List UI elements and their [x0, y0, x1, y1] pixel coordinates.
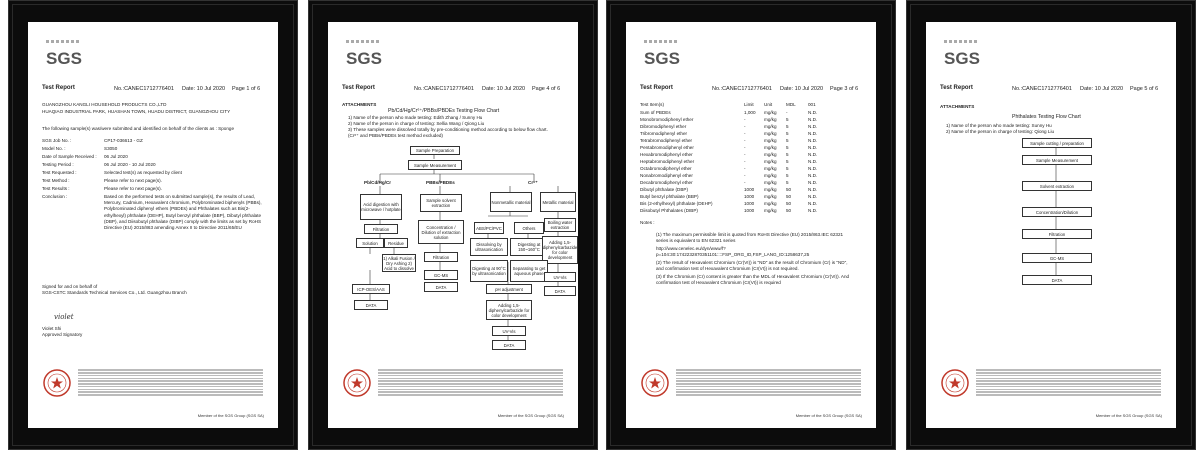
column-heading: PBBs/PBDEs	[426, 180, 455, 185]
table-cell: N.D.	[808, 208, 818, 213]
table-cell: Dibutyl phthalate (DBP)	[640, 187, 689, 192]
flow-box-nonmetallic: Nonmetallic material	[490, 192, 532, 212]
sgs-logo-text: SGS	[644, 49, 680, 68]
report-date: Date: 10 Jul 2020	[1080, 86, 1124, 92]
notes-label: Notes :	[640, 220, 655, 225]
flow-box-acid-digestion: Acid digestion with microwave / hotplate	[360, 194, 402, 220]
table-header	[640, 102, 840, 109]
table-cell: N.D.	[808, 194, 818, 199]
flow-box-uv-vis: UV-Vis	[544, 272, 576, 282]
report-title: Test Report	[42, 85, 75, 91]
conclusion-text: Based on the performed tests on submitted sample(s), the results of Lead, Mercury, Cadmium, Hexavalent chromium, Polybrominated biphenyls (PBBs), Polybrominated diphenyl ethers (PBDEs) and Phthalates such as Bis(2-ethylhexyl) phthalate (DEHP), Butyl benzyl phthalate (BBP), Dibutyl phthalate (DBP), and Diisobutyl phthalate (DIBP) comply with the limits as set by RoHS Directive (EU) 2015/863 amending Annex II to Directive 2011/65/EU	[104, 194, 262, 231]
table-row	[640, 110, 840, 117]
table-cell: N.D.	[808, 124, 818, 129]
flow-box-boiling-water: Boiling water extraction	[544, 218, 576, 232]
table-row	[640, 201, 840, 208]
flow-chart-title: Phthalates Testing Flow Chart	[1012, 114, 1081, 120]
table-row	[640, 194, 840, 201]
flow-box-step: GC-MS	[1022, 253, 1092, 263]
table-cell: 1000	[744, 201, 755, 206]
table-cell: mg/kg	[764, 173, 777, 178]
flow-box-data: DATA	[492, 340, 526, 350]
table-cell: 5	[786, 131, 789, 136]
note: (2) The result of Hexavalent Chromium (Cr(VI)) is "ND" as the result of Chromium (Cr) is "ND", and confirmation test of Hexavalent Chromium (Cr(VI)) is not required.	[656, 260, 848, 272]
table-cell: 50	[786, 194, 792, 199]
field-label: Test Requested :	[42, 170, 77, 175]
table-cell: Tetrabromodiphenyl ether	[640, 138, 693, 143]
report-title: Test Report	[342, 85, 375, 91]
table-cell: Diisobutyl Phthalates (DIBP)	[640, 208, 698, 213]
attachments-heading: ATTACHMENTS	[940, 104, 975, 109]
fine-print	[676, 368, 861, 408]
company-seal-icon	[640, 368, 670, 398]
signed-company: SGS-CSTC Standards Technical Services Co., Ltd. Guangzhou Branch	[42, 290, 187, 295]
table-cell: 1000	[744, 194, 755, 199]
flow-box-metallic: Metallic material	[540, 192, 576, 212]
table-cell: mg/kg	[764, 117, 777, 122]
table-cell: 50	[786, 201, 792, 206]
table-cell: mg/kg	[764, 138, 777, 143]
table-row	[640, 208, 840, 215]
signatory-name: Violet Shi	[42, 326, 62, 331]
col-header: MDL	[786, 102, 796, 107]
flow-box-filtration: Filtration	[424, 252, 458, 262]
document-page-3	[626, 22, 876, 428]
page-number: Page 4 of 6	[532, 86, 561, 92]
flow-box-gc-ms: GC-MS	[424, 270, 458, 280]
table-cell: 5	[786, 152, 789, 157]
table-row	[640, 138, 840, 145]
table-cell: N.D.	[808, 117, 818, 122]
member-text: Member of the SGS Group (SGS SA)	[795, 413, 862, 418]
table-cell: Dibromodiphenyl ether	[640, 124, 687, 129]
table-cell: mg/kg	[764, 201, 777, 206]
column-heading: Cr⁶⁺	[528, 180, 538, 185]
report-header	[640, 85, 862, 97]
attachments-heading: ATTACHMENTS	[342, 102, 377, 107]
signatory-title: Approved Signatory	[42, 332, 83, 337]
sgs-logo	[644, 40, 680, 76]
table-cell: -	[744, 145, 746, 150]
flow-box-step: DATA	[1022, 275, 1092, 285]
table-cell: mg/kg	[764, 180, 777, 185]
flow-box-sample-preparation: Sample Preparation	[410, 146, 460, 155]
field-label: SGS Job No. :	[42, 138, 72, 143]
report-number: No.:CANEC1712776401	[712, 86, 772, 92]
fine-print	[378, 368, 563, 408]
table-cell: Sum of PBDEs	[640, 110, 671, 115]
flow-box-step: Solvent extraction	[1022, 181, 1092, 191]
flow-box-data: DATA	[544, 286, 576, 296]
table-row	[640, 131, 840, 138]
table-cell: Monobromodiphenyl ether	[640, 117, 694, 122]
column-heading: Pb/Cd/Hg/Cr	[364, 180, 392, 185]
table-cell: 50	[786, 208, 792, 213]
table-cell: Butyl benzyl phthalate (BBP)	[640, 194, 699, 199]
field-label: Test Method :	[42, 178, 70, 183]
table-cell: 1,000	[744, 110, 756, 115]
note: 1) Name of the person who made testing: Edith Zhang / Sunny Hu	[348, 115, 483, 120]
table-cell: Decabromodiphenyl ether	[640, 180, 693, 185]
table-cell: N.D.	[808, 131, 818, 136]
flow-box-digesting-90: Digesting at 90°C by ultrasonication	[470, 260, 508, 282]
note: (Cr⁶⁺ and PBBs/PBDEs test method excluded)	[348, 133, 443, 138]
col-header: 001	[808, 102, 816, 107]
document-page-1	[28, 22, 278, 428]
table-cell: Tribromodiphenyl ether	[640, 131, 688, 136]
table-cell: N.D.	[808, 152, 818, 157]
table-row	[640, 187, 840, 194]
document-page-4	[926, 22, 1176, 428]
field-value: S3050	[104, 146, 118, 151]
table-cell: Heptabromodiphenyl ether	[640, 159, 695, 164]
field-value: Please refer to next page(s).	[104, 186, 162, 191]
report-date: Date: 10 Jul 2020	[182, 86, 226, 92]
flow-chart-title: Pb/Cd/Hg/Cr⁶⁺/PBBs/PBDEs Testing Flow Chart	[388, 108, 500, 114]
report-header	[42, 85, 264, 97]
flow-box-ph-adjustment: pH adjustment	[486, 284, 532, 294]
table-cell: Pentabromodiphenyl ether	[640, 145, 694, 150]
flow-box-abs-pc-pvc: ABS/PC/PVC	[474, 222, 504, 234]
table-cell: mg/kg	[764, 152, 777, 157]
note: 2) Name of the person in charge of testing: Qiong Liu	[946, 129, 1055, 134]
table-cell: mg/kg	[764, 159, 777, 164]
table-cell: 5	[786, 173, 789, 178]
signed-for: Signed for and on behalf of	[42, 284, 98, 289]
table-cell: mg/kg	[764, 131, 777, 136]
conclusion-label: Conclusion :	[42, 194, 68, 199]
intro-text: The following sample(s) was/were submitted and identified on behalf of the clients as : Sponge	[42, 126, 235, 131]
frame-page-2	[308, 0, 598, 450]
col-header: Test Item(s)	[640, 102, 664, 107]
sgs-logo-text: SGS	[346, 49, 382, 68]
flow-box-concentration: Concentration / Dilution of extraction solution	[418, 220, 464, 244]
field-value: Please refer to next page(s).	[104, 178, 162, 183]
table-cell: -	[744, 159, 746, 164]
table-cell: N.D.	[808, 110, 818, 115]
fine-print	[976, 368, 1161, 408]
frame-page-1	[8, 0, 298, 450]
page-number: Page 5 of 6	[1130, 86, 1159, 92]
table-cell: 5	[786, 117, 789, 122]
report-date: Date: 10 Jul 2020	[482, 86, 526, 92]
table-cell: 1000	[744, 187, 755, 192]
table-cell: N.D.	[808, 138, 818, 143]
table-cell: mg/kg	[764, 124, 777, 129]
flow-box-step: Sample cutting / preparation	[1022, 138, 1092, 148]
table-cell: -	[744, 180, 746, 185]
table-row	[640, 159, 840, 166]
table-cell: N.D.	[808, 180, 818, 185]
note: http://www.cenelec.eu/dyn/www/f?p=104:30:1742232870351101::::FSP_ORG_ID,FSP_LANG_ID:1258637,25	[656, 246, 810, 258]
field-value: 06 Jul 2020	[104, 154, 128, 159]
flow-box-separating: Separating to get aqueous phase	[510, 260, 548, 282]
flow-box-data: DATA	[354, 300, 388, 310]
table-cell: mg/kg	[764, 194, 777, 199]
flow-box-step: Sample Measurement	[1022, 155, 1092, 165]
table-row	[640, 166, 840, 173]
flow-box-others: Others	[514, 222, 544, 234]
field-label: Testing Period :	[42, 162, 74, 167]
sgs-logo-text: SGS	[944, 49, 980, 68]
table-cell: 1000	[744, 208, 755, 213]
fine-print	[78, 368, 263, 408]
table-row	[640, 152, 840, 159]
table-cell: Nonabromodiphenyl ether	[640, 173, 693, 178]
col-header: Unit	[764, 102, 773, 107]
table-cell: -	[744, 131, 746, 136]
table-row	[640, 180, 840, 187]
field-label: Test Results :	[42, 186, 70, 191]
table-cell: N.D.	[808, 159, 818, 164]
field-label: Date of Sample Received :	[42, 154, 97, 159]
table-cell: mg/kg	[764, 145, 777, 150]
table-cell: N.D.	[808, 145, 818, 150]
table-row	[640, 145, 840, 152]
table-cell: mg/kg	[764, 166, 777, 171]
table-row	[640, 117, 840, 124]
flow-box-solution: Solution	[356, 238, 384, 248]
note: 2) Name of the person in charge of testing: Sellia Wang / Qiong Liu	[348, 121, 485, 126]
document-page-2	[328, 22, 578, 428]
table-cell: 5	[786, 180, 789, 185]
report-number: No.:CANEC1712776401	[114, 86, 174, 92]
signature: violet	[54, 313, 74, 321]
member-text: Member of the SGS Group (SGS SA)	[1095, 413, 1162, 418]
page-number: Page 1 of 6	[232, 86, 261, 92]
frame-page-4	[906, 0, 1196, 450]
table-cell: N.D.	[808, 187, 818, 192]
flow-box-digesting: Digesting at 150~160°C	[510, 238, 548, 256]
report-number: No.:CANEC1712776401	[414, 86, 474, 92]
table-cell: -	[744, 173, 746, 178]
report-title: Test Report	[640, 85, 673, 91]
company-address: HUAQIAO INDUSTRIAL PARK, HUASHAN TOWN, HUADU DISTRICT, GUANGZHOU CITY	[42, 109, 231, 114]
flow-box-adding: Adding 1,5-diphenylcarbazide for color development	[542, 236, 578, 264]
note: (3) If the Chromium (Cr) content is greater than the MDL of Hexavalent Chromium (Cr(VI)). And confirmation test of Hexavalent Chromium (Cr(VI)) is required	[656, 274, 850, 286]
report-title: Test Report	[940, 85, 973, 91]
table-cell: 5	[786, 145, 789, 150]
sgs-logo-text: SGS	[46, 49, 82, 68]
flow-box-step: Filtration	[1022, 229, 1092, 239]
table-cell: Bis (2-ethylhexyl) phthalate (DEHP)	[640, 201, 713, 206]
table-cell: Hexabromodiphenyl ether	[640, 152, 693, 157]
table-row	[640, 124, 840, 131]
field-value: 06 Jul 2020 - 10 Jul 2020	[104, 162, 156, 167]
flow-box-residue: Residue	[384, 238, 408, 248]
table-cell: mg/kg	[764, 187, 777, 192]
flow-box-filtration: Filtration	[364, 224, 398, 234]
company-seal-icon	[940, 368, 970, 398]
report-number: No.:CANEC1712776401	[1012, 86, 1072, 92]
frame-page-3	[606, 0, 896, 450]
flow-box-data: DATA	[424, 282, 458, 292]
field-label: Model No. :	[42, 146, 66, 151]
field-value: Selected test(s) as requested by client	[104, 170, 182, 175]
flow-box-solvent-extraction: Sample solvent extraction	[420, 194, 462, 212]
table-cell: -	[744, 138, 746, 143]
sgs-logo	[46, 40, 82, 76]
table-cell: Octabromodiphenyl ether	[640, 166, 692, 171]
page-number: Page 3 of 6	[830, 86, 859, 92]
member-text: Member of the SGS Group (SGS SA)	[197, 413, 264, 418]
flow-box-step: Concentration/Dilution	[1022, 207, 1092, 217]
field-value: CP17-036613 - GZ	[104, 138, 143, 143]
flow-box-icp-oes: ICP-OES/AAS	[352, 284, 390, 294]
report-date: Date: 10 Jul 2020	[780, 86, 824, 92]
table-cell: N.D.	[808, 201, 818, 206]
company-name: GUANGZHOU KANGLI HOUSEHOLD PRODUCTS CO.,LTD	[42, 102, 167, 107]
table-cell: N.D.	[808, 166, 818, 171]
flow-box-sample-measurement: Sample Measurement	[408, 160, 462, 170]
table-cell: -	[744, 124, 746, 129]
company-seal-icon	[42, 368, 72, 398]
table-cell: 5	[786, 159, 789, 164]
table-cell: 5	[786, 138, 789, 143]
table-cell: -	[744, 152, 746, 157]
table-cell: mg/kg	[764, 208, 777, 213]
table-cell: -	[786, 110, 788, 115]
flow-box-alkali-fusion: 1) Alkali Fusion / Dry Ashing 2) Acid to dissolve	[383, 255, 415, 271]
table-cell: 5	[786, 124, 789, 129]
table-cell: mg/kg	[764, 110, 777, 115]
table-cell: N.D.	[808, 173, 818, 178]
note: 3) These samples were dissolved totally by pre-conditioning method according to below flow chart.	[348, 127, 548, 132]
table-row	[640, 173, 840, 180]
col-header: Limit	[744, 102, 754, 107]
flow-box-dissolving: Dissolving by ultrasonication	[470, 238, 508, 256]
table-cell: -	[744, 166, 746, 171]
flow-box-adding: Adding 1,5-diphenylcarbazide for color development	[486, 300, 532, 320]
table-cell: 5	[786, 166, 789, 171]
note: 1) Name of the person who made testing: Sunny Hu	[946, 123, 1052, 128]
member-text: Member of the SGS Group (SGS SA)	[497, 413, 564, 418]
table-cell: -	[744, 117, 746, 122]
table-cell: 50	[786, 187, 792, 192]
note: (1) The maximum permissible limit is quoted from RoHS Directive (EU) 2015/863.IEC 62321 series is equivalent to EN 62321 series	[656, 232, 844, 244]
flow-box-uv-vis: UV-Vis	[492, 326, 526, 336]
company-seal-icon	[342, 368, 372, 398]
